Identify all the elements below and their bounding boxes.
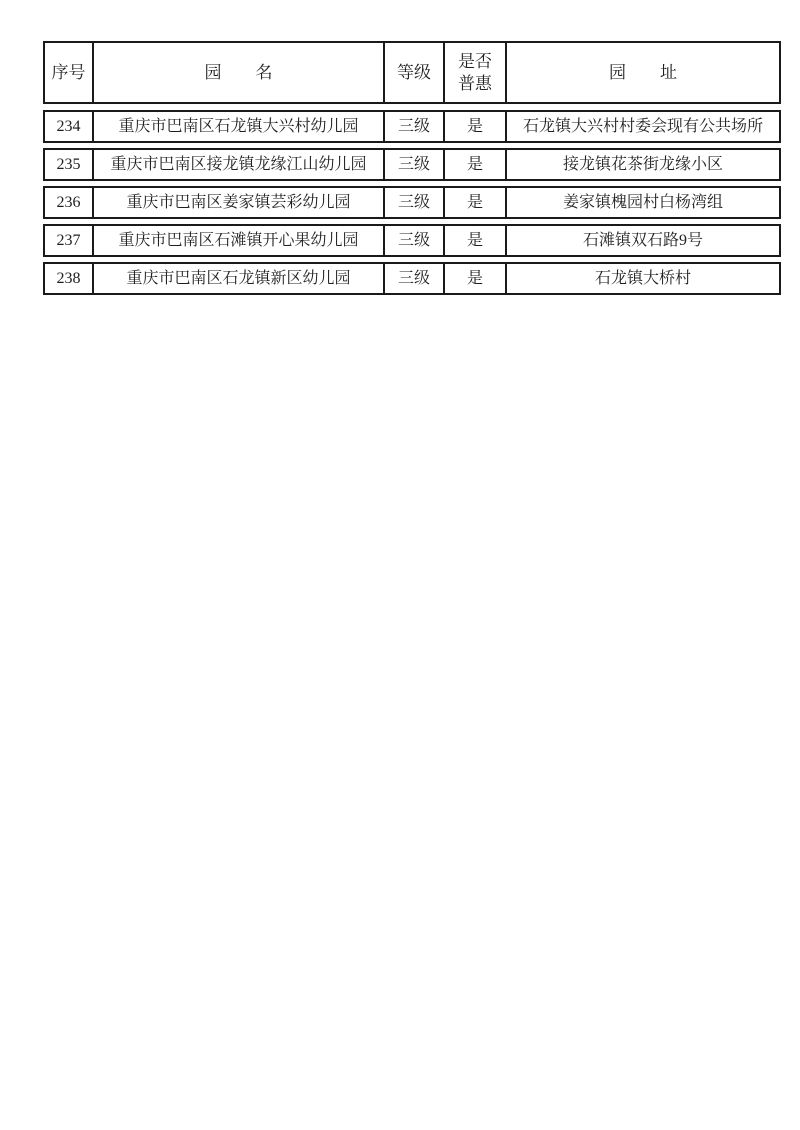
table-row bbox=[43, 224, 781, 257]
cell-index: 237 bbox=[45, 226, 94, 255]
header-cell-inclusive: 是否普惠 bbox=[445, 43, 507, 102]
cell-grade: 三级 bbox=[385, 226, 445, 255]
cell-name: 重庆市巴南区接龙镇龙缘江山幼儿园 bbox=[94, 150, 385, 179]
cell-inclusive: 是 bbox=[445, 150, 507, 179]
cell-grade: 三级 bbox=[385, 112, 445, 141]
cell-name: 重庆市巴南区姜家镇芸彩幼儿园 bbox=[94, 188, 385, 217]
cell-address: 石滩镇双石路9号 bbox=[582, 231, 703, 249]
cell-grade: 三级 bbox=[385, 150, 445, 179]
table-row bbox=[43, 148, 781, 181]
cell-index: 236 bbox=[45, 188, 94, 217]
header-cell-name: 园 名 bbox=[94, 43, 385, 102]
cell-address: 姜家镇槐园村白杨湾组 bbox=[562, 193, 723, 211]
header-cell-index: 序号 bbox=[45, 43, 94, 102]
table-header-row bbox=[43, 41, 781, 104]
header-cell-address: 园 址 bbox=[609, 62, 677, 82]
cell-index: 234 bbox=[45, 112, 94, 141]
cell-index: 238 bbox=[45, 264, 94, 293]
table-row bbox=[43, 186, 781, 219]
cell-grade: 三级 bbox=[385, 264, 445, 293]
cell-inclusive: 是 bbox=[445, 188, 507, 217]
cell-address: 接龙镇花茶街龙缘小区 bbox=[562, 155, 723, 173]
cell-address: 石龙镇大兴村村委会现有公共场所 bbox=[522, 117, 763, 135]
table-row bbox=[43, 262, 781, 295]
cell-grade: 三级 bbox=[385, 188, 445, 217]
header-cell-grade: 等级 bbox=[385, 43, 445, 102]
cell-inclusive: 是 bbox=[445, 112, 507, 141]
cell-index: 235 bbox=[45, 150, 94, 179]
cell-name: 重庆市巴南区石龙镇大兴村幼儿园 bbox=[94, 112, 385, 141]
cell-address: 石龙镇大桥村 bbox=[594, 269, 691, 287]
cell-inclusive: 是 bbox=[445, 264, 507, 293]
cell-inclusive: 是 bbox=[445, 226, 507, 255]
cell-name: 重庆市巴南区石龙镇新区幼儿园 bbox=[94, 264, 385, 293]
kindergarten-table bbox=[43, 41, 781, 295]
table-row bbox=[43, 110, 781, 143]
cell-name: 重庆市巴南区石滩镇开心果幼儿园 bbox=[94, 226, 385, 255]
